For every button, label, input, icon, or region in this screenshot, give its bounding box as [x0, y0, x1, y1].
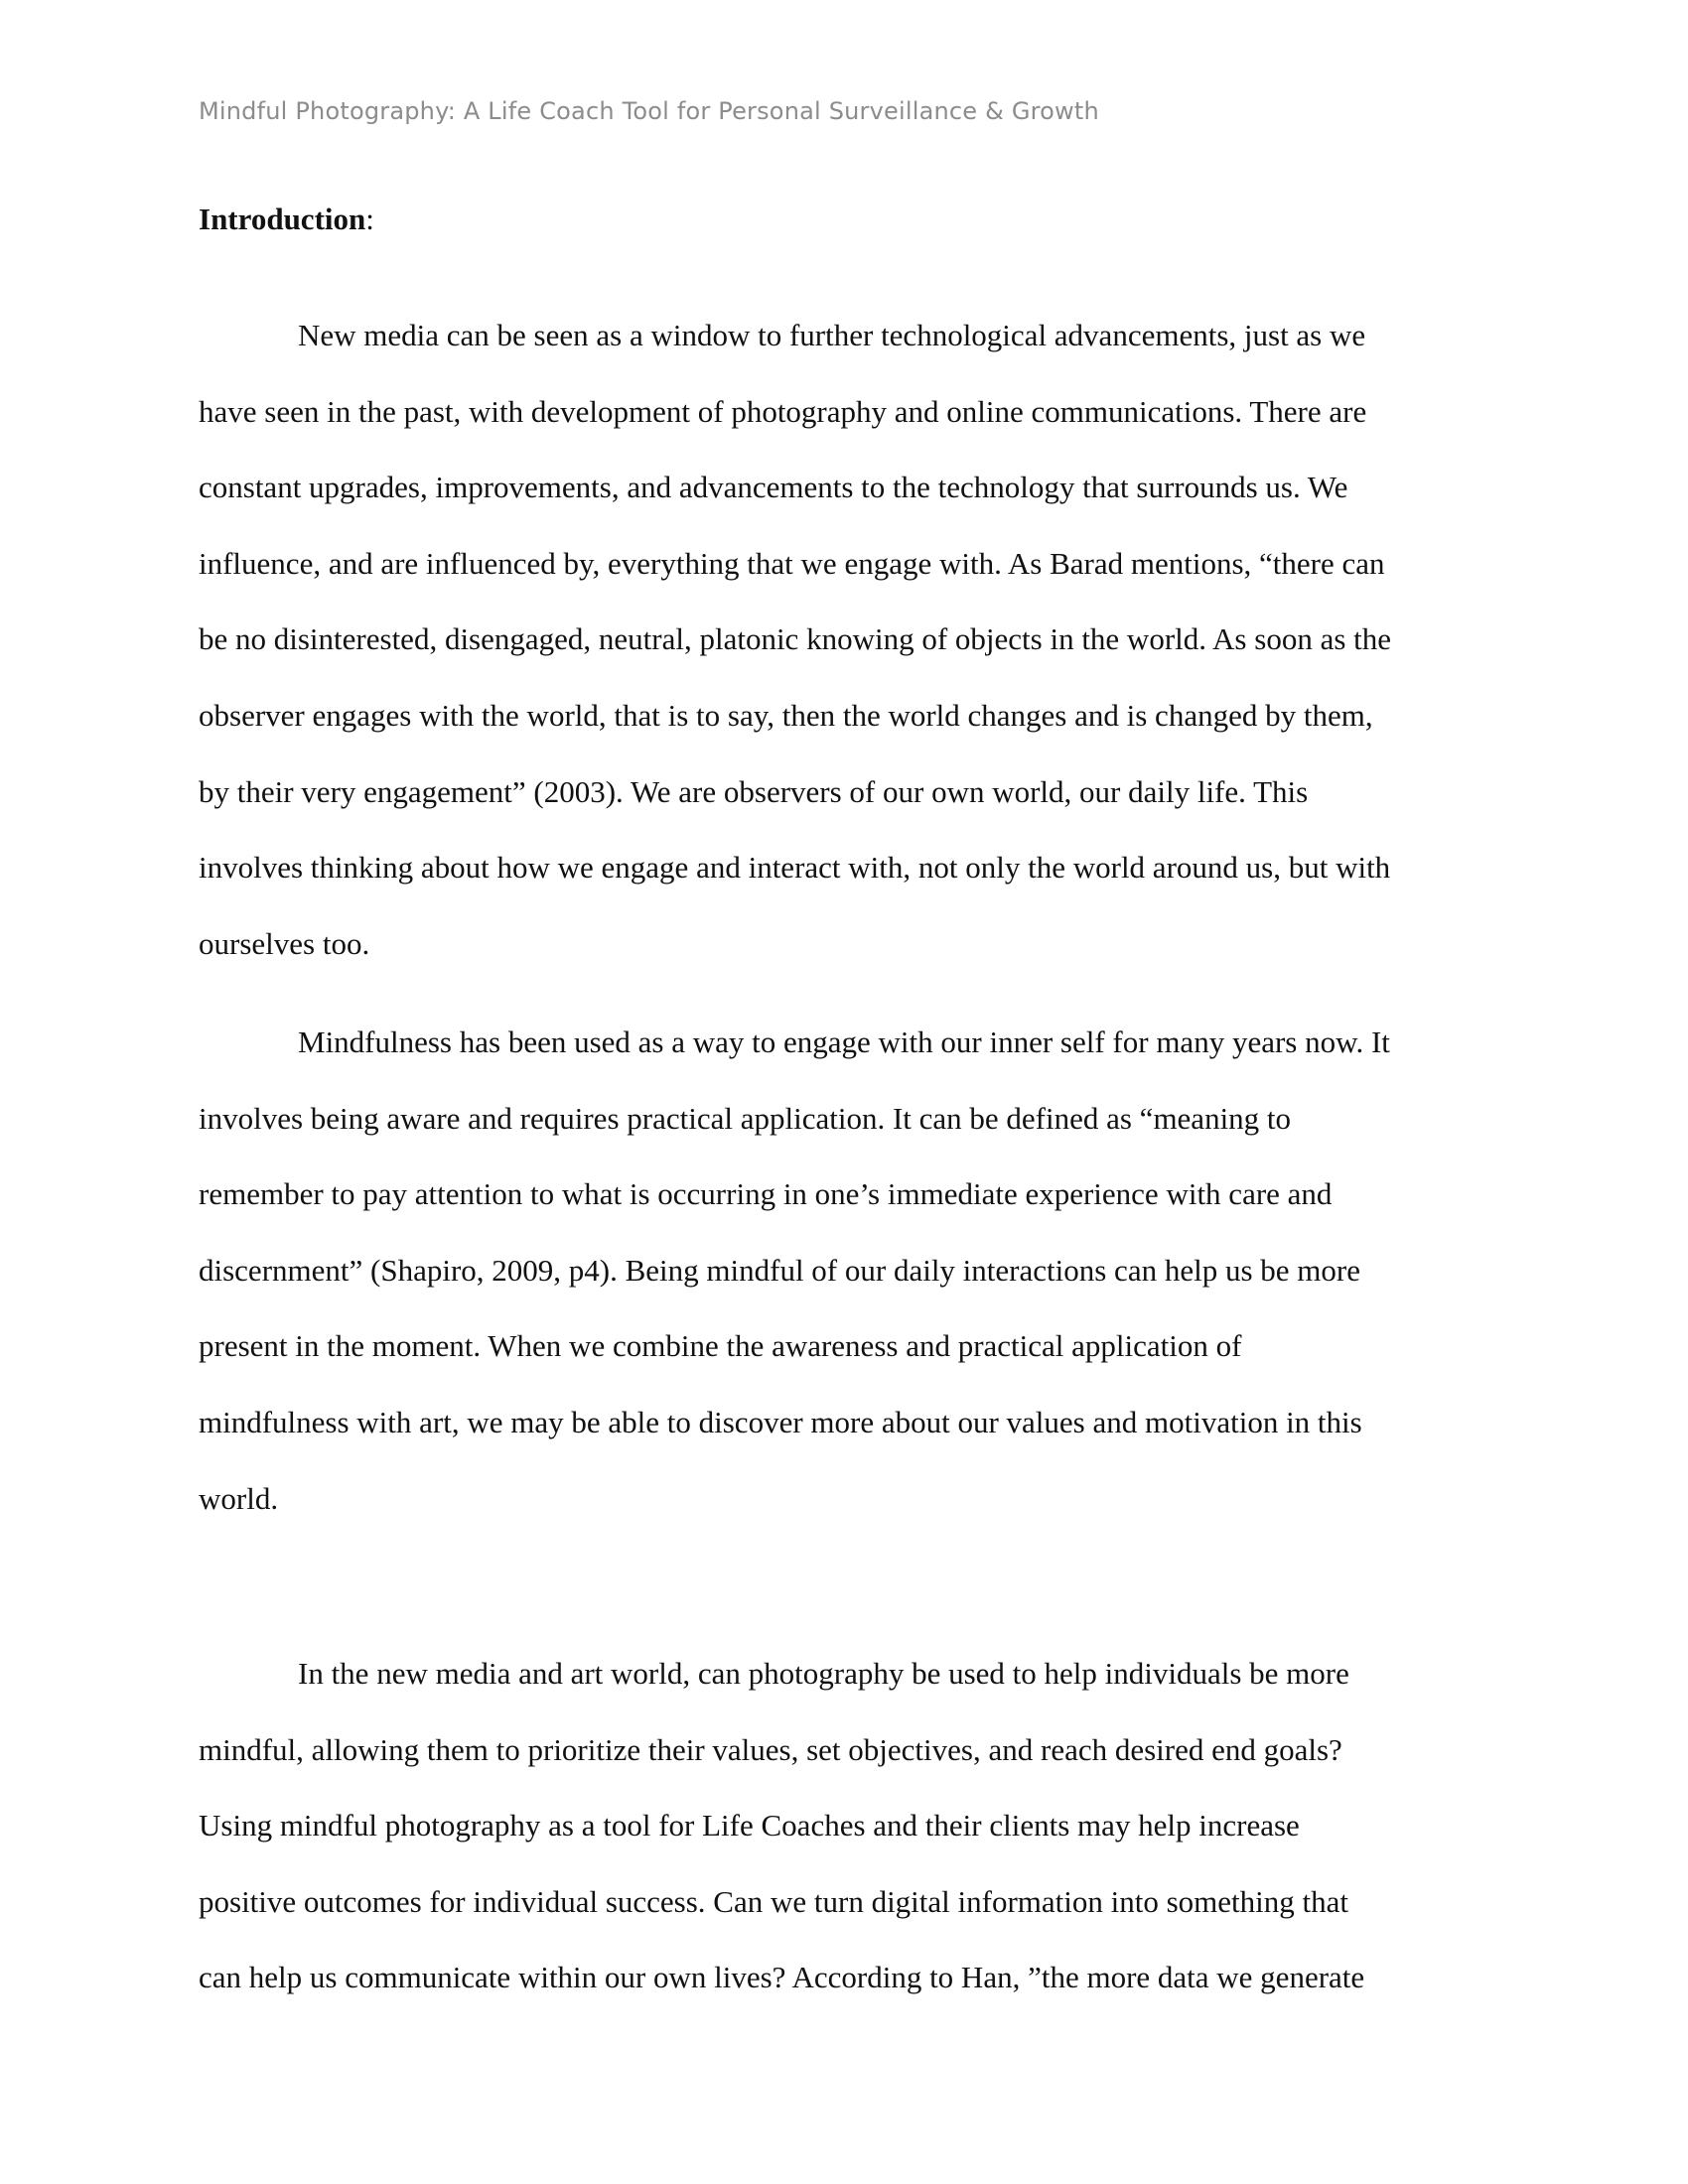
paragraph-line: involves being aware and requires practical application. It can be defined as “meaning to [199, 1100, 1292, 1136]
paragraph-line: In the new media and art world, can photography be used to help individuals be more [298, 1656, 1349, 1691]
paragraph-line: mindful, allowing them to prioritize their values, set objectives, and reach desired end goals? [199, 1731, 1342, 1767]
paragraph-line: world. [199, 1480, 279, 1516]
paragraph-line: by their very engagement” (2003). We are observers of our own world, our daily life. This [199, 773, 1309, 809]
paragraph-3 [199, 1636, 1364, 2016]
paragraph-line: influence, and are influenced by, everything that we engage with. As Barad mentions, “there can [199, 545, 1385, 581]
paragraph-2 [199, 1005, 1390, 1537]
section-heading-text: Introduction [199, 202, 366, 236]
paragraph-line: be no disinterested, disengaged, neutral, platonic knowing of objects in the world. As soon as the [199, 621, 1392, 657]
paragraph-line: can help us communicate within our own lives? According to Han, ”the more data we generate [199, 1960, 1365, 1995]
paragraph-line: positive outcomes for individual success. Can we turn digital information into something that [199, 1883, 1349, 1919]
paragraph-line: remember to pay attention to what is occurring in one’s immediate experience with care and [199, 1176, 1333, 1212]
paragraph-line: discernment” (Shapiro, 2009, p4). Being mindful of our daily interactions can help us be more [199, 1252, 1360, 1288]
paragraph-line: have seen in the past, with development of photography and online communications. There are [199, 393, 1367, 429]
paragraph-line: constant upgrades, improvements, and advancements to the technology that surrounds us. We [199, 470, 1348, 505]
paragraph-1 [199, 298, 1391, 982]
running-header: Mindful Photography: A Life Coach Tool for Personal Surveillance & Growth [199, 97, 1099, 125]
paragraph-line: mindfulness with art, we may be able to discover more about our values and motivation in this [199, 1404, 1362, 1439]
paragraph-line: ourselves too. [199, 925, 370, 961]
paragraph-line: observer engages with the world, that is to say, then the world changes and is changed by them, [199, 697, 1373, 733]
paragraph-line: New media can be seen as a window to further technological advancements, just as we [298, 318, 1366, 352]
paragraph-line: Mindfulness has been used as a way to engage with our inner self for many years now. It [298, 1024, 1390, 1059]
document-body [199, 195, 1489, 1995]
section-heading-colon: : [365, 202, 374, 236]
paragraph-line: involves thinking about how we engage and interact with, not only the world around us, but with [199, 850, 1391, 886]
paragraph-line: present in the moment. When we combine the awareness and practical application of [199, 1328, 1242, 1364]
paragraph-line: Using mindful photography as a tool for Life Coaches and their clients may help increase [199, 1808, 1300, 1843]
section-heading [199, 195, 1489, 244]
